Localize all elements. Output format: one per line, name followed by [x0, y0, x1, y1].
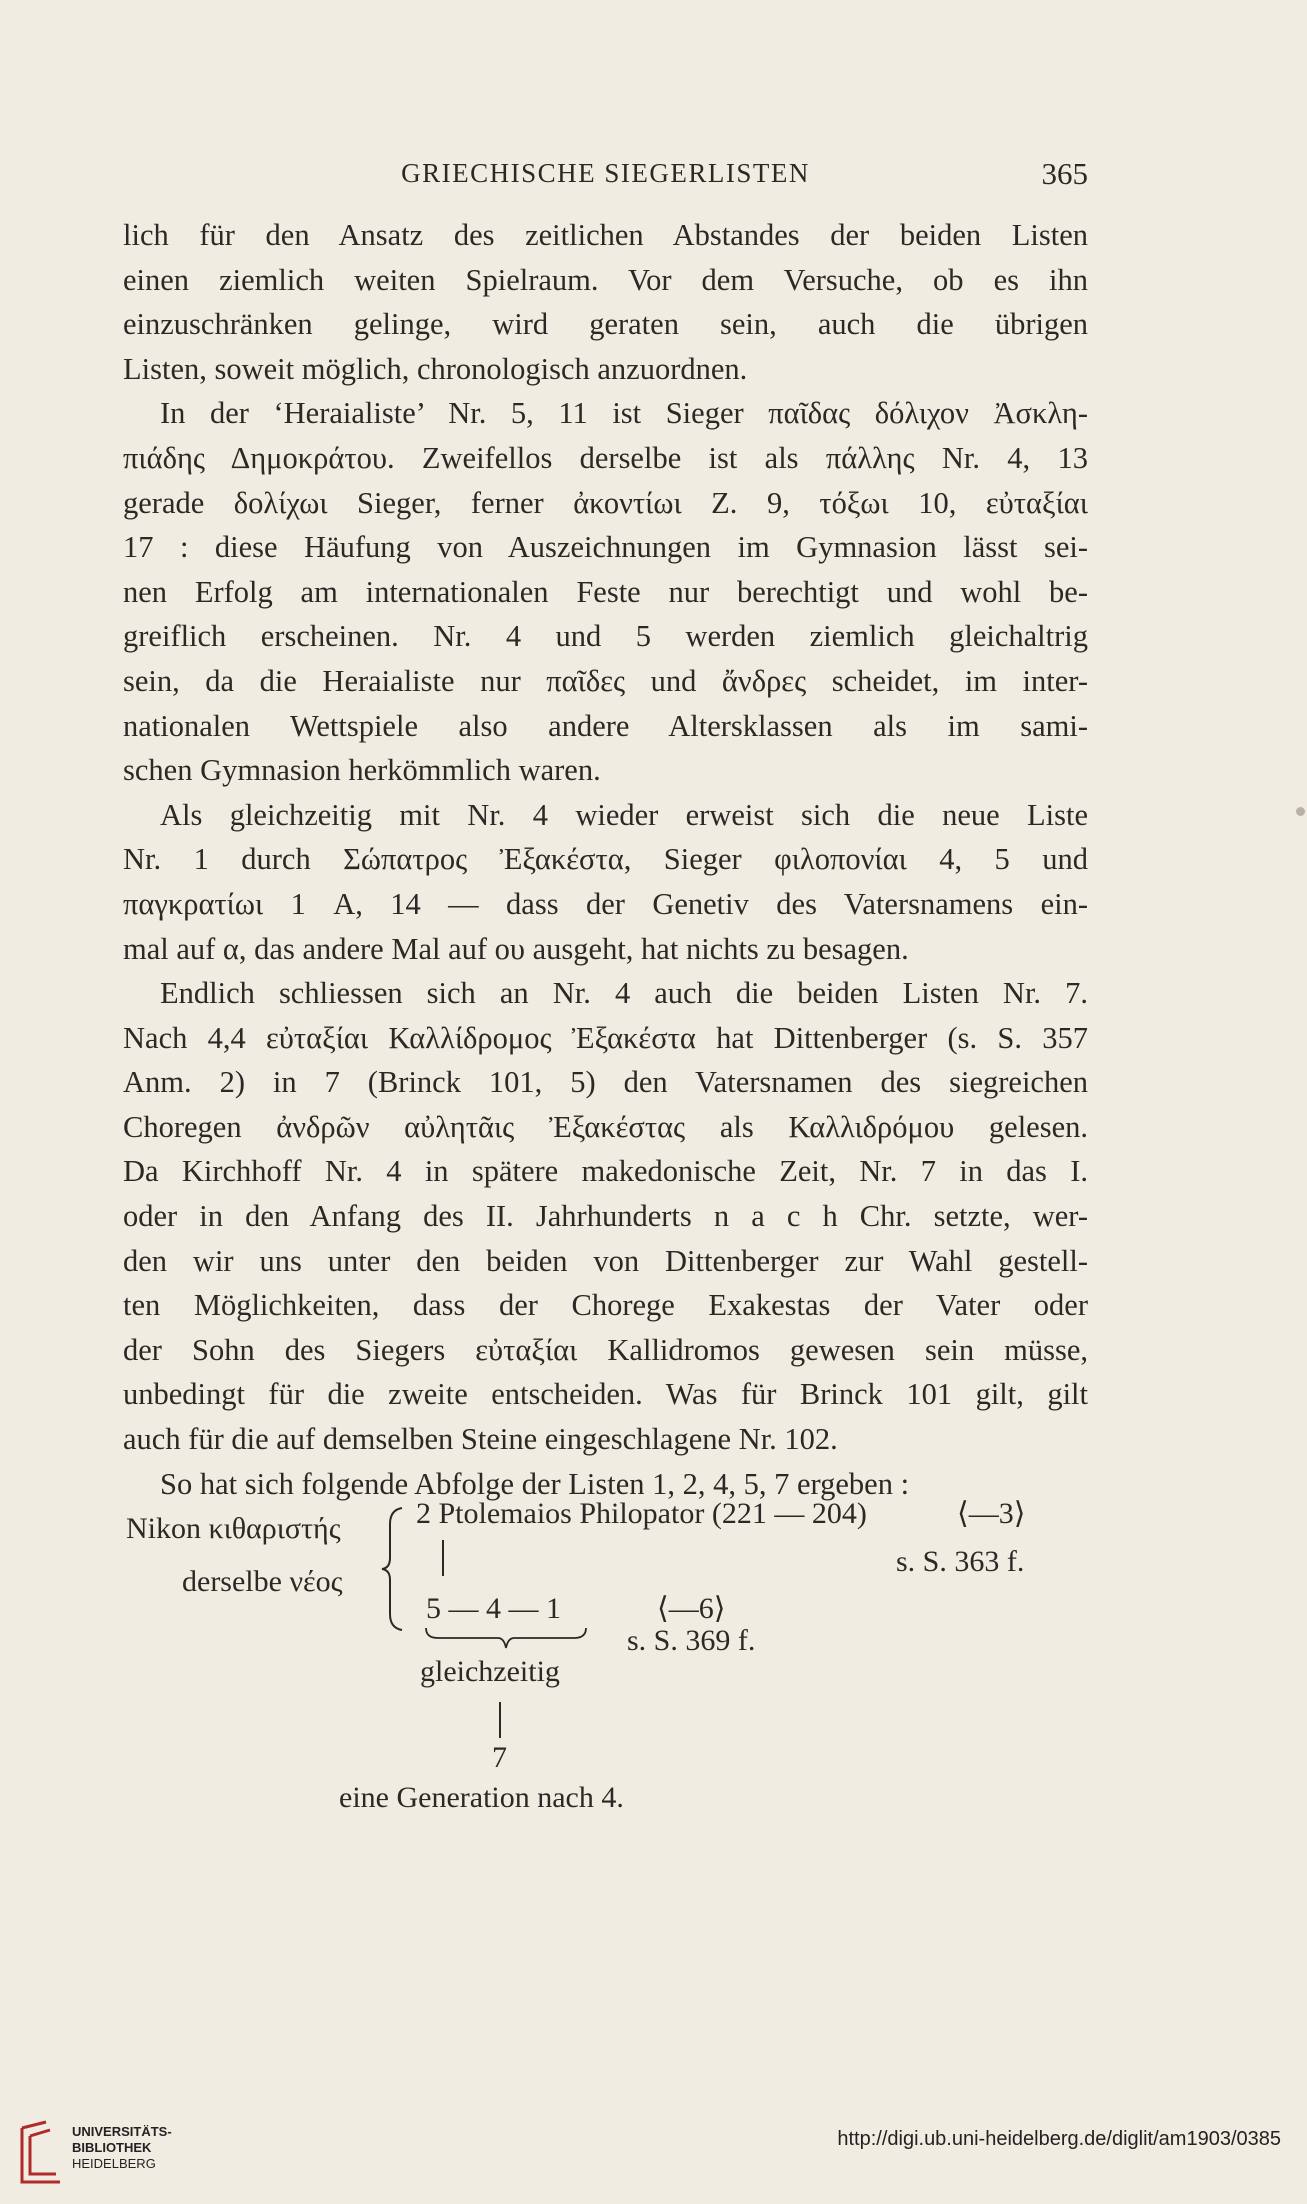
text-line: nationalen Wettspiele also andere Altersklassen als im sami- [123, 708, 1088, 743]
diagram-generation-note: eine Generation nach 4. [339, 1781, 624, 1814]
diagram-seven: 7 [492, 1741, 507, 1774]
diagram-page-ref-369: s. S. 369 f. [627, 1624, 756, 1657]
text-line: 17 : diese Häufung von Auszeichnungen im Gymnasion lässt sei- [123, 530, 1088, 565]
library-name-line2: BIBLIOTHEK [72, 2140, 152, 2155]
diagram-row-ptolemaios: 2 Ptolemaios Philopator (221 — 204) [416, 1497, 867, 1530]
library-name-line1: UNIVERSITÄTS- [72, 2124, 172, 2139]
text-line: πιάδης Δημοκράτου. Zweifellos derselbe ist als πάλλης Nr. 4, 13 [123, 440, 1088, 475]
text-line: nen Erfolg am internationalen Feste nur berechtigt und wohl be- [123, 574, 1088, 609]
text-line: Als gleichzeitig mit Nr. 4 wieder erweist sich die neue Liste [160, 797, 1088, 832]
library-logo [12, 2112, 202, 2196]
text-line: greiflich erscheinen. Nr. 4 und 5 werden ziemlich gleichaltrig [123, 619, 1088, 654]
vertical-connector [442, 1540, 444, 1576]
text-line: mal auf α, das andere Mal auf ου ausgeht, hat nichts zu besagen. [123, 931, 909, 966]
text-line: schen Gymnasion herkömmlich waren. [123, 753, 601, 788]
text-line: den wir uns unter den beiden von Dittenberger zur Wahl gestell- [123, 1243, 1088, 1278]
body-text [123, 213, 1088, 1506]
text-line: παγκρατίωι 1 A, 14 — dass der Genetiv des Vatersnamens ein- [123, 886, 1088, 921]
scan-dot [1296, 807, 1305, 816]
text-line: Nach 4,4 εὐταξίαι Καλλίδρομος Ἐξακέστα hat Dittenberger (s. S. 357 [123, 1020, 1088, 1055]
text-line: Listen, soweit möglich, chronologisch anzuordnen. [123, 351, 748, 386]
text-line: So hat sich folgende Abfolge der Listen 1, 2, 4, 5, 7 ergeben : [160, 1466, 910, 1501]
text-line: In der ‘Heraialiste’ Nr. 5, 11 ist Sieger παῖδας δόλιχον Ἀσκλη- [160, 396, 1088, 431]
diagram-nikon-label: Nikon κιθαριστής [126, 1512, 341, 1545]
diagram-ref-3: ⟨—3⟩ [957, 1497, 1026, 1530]
running-header [123, 158, 1088, 198]
library-name-line3: HEIDELBERG [72, 2156, 156, 2171]
diagram-page-ref-363: s. S. 363 f. [896, 1545, 1025, 1578]
text-line: Nr. 1 durch Σώπατρος Ἐξακέστα, Sieger φιλοπονίαι 4, 5 und [123, 842, 1088, 877]
text-line: auch für die auf demselben Steine eingeschlagene Nr. 102. [123, 1422, 838, 1457]
diagram-ref-6: ⟨—6⟩ [657, 1592, 726, 1625]
diagram-derselbe-label: derselbe νέος [182, 1565, 343, 1598]
text-line: Da Kirchhoff Nr. 4 in spätere makedonische Zeit, Nr. 7 in das I. [123, 1154, 1088, 1189]
curly-brace-icon [380, 1506, 410, 1632]
text-line: sein, da die Heraialiste nur παῖδες und ἄνδρες scheidet, im inter- [123, 663, 1088, 698]
text-line: einzuschränken gelinge, wird geraten sein, auch die übrigen [123, 307, 1088, 342]
diagram-row-5-4-1: 5 — 4 — 1 [426, 1592, 561, 1625]
text-line: Endlich schliessen sich an Nr. 4 auch die beiden Listen Nr. 7. [160, 976, 1088, 1011]
vertical-connector [499, 1702, 501, 1738]
page-number: 365 [1041, 156, 1088, 191]
text-line: Anm. 2) in 7 (Brinck 101, 5) den Vatersnamen des siegreichen [123, 1065, 1088, 1100]
permalink-url[interactable]: http://digi.ub.uni-heidelberg.de/diglit/am1903/0385 [837, 2128, 1281, 2150]
underbrace-icon [424, 1626, 588, 1650]
running-title: GRIECHISCHE SIEGERLISTEN [401, 158, 810, 188]
text-line: einen ziemlich weiten Spielraum. Vor dem Versuche, ob es ihn [123, 262, 1088, 297]
text-line: ten Möglichkeiten, dass der Chorege Exakestas der Vater oder [123, 1288, 1088, 1323]
diagram-gleichzeitig-label: gleichzeitig [420, 1655, 560, 1688]
text-line: gerade δολίχωι Sieger, ferner ἀκοντίωι Z. 9, τόξωι 10, εὐταξίαι [123, 485, 1088, 520]
text-line: unbedingt für die zweite entscheiden. Was für Brinck 101 gilt, gilt [123, 1377, 1088, 1412]
library-emblem-icon [16, 2120, 66, 2190]
text-line: der Sohn des Siegers εὐταξίαι Kallidromos gewesen sein müsse, [123, 1332, 1088, 1367]
text-line: Choregen ἀνδρῶν αὐλητᾶις Ἐξακέστας als Καλλιδρόμου gelesen. [123, 1109, 1088, 1144]
text-line: lich für den Ansatz des zeitlichen Abstandes der beiden Listen [123, 218, 1088, 252]
text-line: oder in den Anfang des II. Jahrhunderts n a c h Chr. setzte, wer- [123, 1199, 1088, 1234]
